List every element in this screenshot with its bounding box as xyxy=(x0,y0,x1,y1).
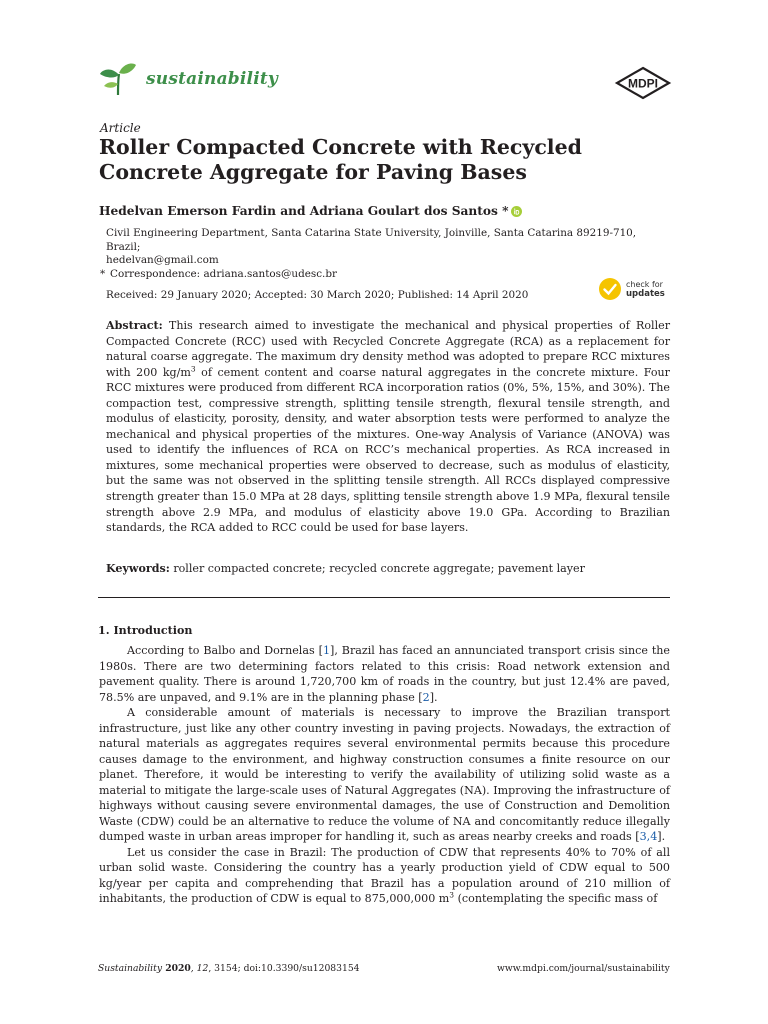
footer-doi: , 3154; doi:10.3390/su12083154 xyxy=(208,963,360,974)
footer-year: 2020 xyxy=(162,963,191,974)
keywords-label: Keywords: xyxy=(106,562,170,575)
text: ]. xyxy=(429,690,438,704)
section-heading: 1. Introduction xyxy=(98,624,193,637)
authors-text: Hedelvan Emerson Fardin and Adriana Goulart dos Santos * xyxy=(99,204,509,218)
keywords-text: roller compacted concrete; recycled concrete aggregate; pavement layer xyxy=(169,562,585,575)
check-line2: updates xyxy=(626,288,665,299)
correspondence xyxy=(100,267,666,282)
footer-url[interactable]: www.mdpi.com/journal/sustainability xyxy=(497,963,670,974)
check-for-updates-text xyxy=(626,280,665,299)
citation-separator: , xyxy=(646,830,651,843)
paragraph xyxy=(99,643,670,705)
abstract-text-1: This research aimed to investigate the mechanical and physical properties of Roller Compacted Concrete (RCC) used with Recycled Concrete Aggregate (RCA) as a replacement for natural coarse aggregate. The maximum dry density method was adopted to prepare RCC mixtures with 200 kg/m xyxy=(106,319,670,379)
corr-mark: * xyxy=(100,267,106,280)
abstract-sup: 3 xyxy=(190,363,196,373)
text: ], Brazil has faced an annunciated transport crisis since the 1980s. There are two determining factors related to this crisis: Road network extension and pavement quality. There is around 1,720,700 km of roads in the country, but just 12.4% are paved, 78.5% are unpaved, and 9.1% are in the planning phase [ xyxy=(99,644,670,704)
orcid-icon[interactable] xyxy=(511,206,522,217)
journal-logo xyxy=(98,62,278,96)
text: Let us consider the case in Brazil: The production of CDW that represents 40% to 70% of all urban solid waste. Considering the country has a yearly production yield of CDW equal to 500 kg/year per capita and comprehending that Brazil has a population around of 210 million of inhabitants, the production of CDW is equal to 875,000,000 m xyxy=(99,845,670,905)
citation-link[interactable]: 1 xyxy=(322,644,330,657)
text: A considerable amount of materials is necessary to improve the Brazilian transport infrastructure, just like any other country investing in paving projects. Nowadays, the extraction of natural materials as aggregates requires several environmental permits because this procedure causes damage to the environment, and highway construction consumes a finite resource on our planet. Therefore, it would be interesting to verify the availability of utilizing solid waste as a material to mitigate the large-scale uses of Natural Aggregates (NA). Improving the infrastructure of highways without causing severe environmental damages, the use of Construction and Demolition Waste (CDW) could be an alternative to reduce the volume of NA and concomitantly reduce illegally dumped waste in urban areas improper for handling it, such as areas nearby creeks and roads [ xyxy=(99,706,670,843)
paper-title: Roller Compacted Concrete with Recycled Concrete Aggregate for Paving Bases xyxy=(99,135,582,184)
affiliation-line: Civil Engineering Department, Santa Catarina State University, Joinville, Santa Catarina 89219-710, Brazil; xyxy=(106,227,637,253)
citation-link[interactable]: 3 xyxy=(639,830,647,843)
journal-name: sustainability xyxy=(146,69,278,89)
author-list xyxy=(99,204,522,218)
sprout-logo-icon xyxy=(98,62,138,96)
article-type: Article xyxy=(100,121,141,135)
check-for-updates-badge[interactable] xyxy=(598,277,665,301)
publication-dates: Received: 29 January 2020; Accepted: 30 March 2020; Published: 14 April 2020 xyxy=(106,289,529,301)
citation-link[interactable]: 4 xyxy=(650,830,658,843)
check-for-updates-icon xyxy=(598,277,622,301)
abstract-label: Abstract: xyxy=(106,319,163,332)
affiliations xyxy=(100,227,666,281)
introduction-body xyxy=(99,643,670,907)
paragraph xyxy=(99,705,670,845)
text: (contemplating the specific mass of xyxy=(454,892,658,905)
mdpi-logo-text: MDPI xyxy=(628,76,658,91)
paragraph xyxy=(99,845,670,907)
author-email[interactable]: hedelvan@gmail.com xyxy=(106,254,219,266)
correspondence-text: Correspondence: adriana.santos@udesc.br xyxy=(110,267,337,280)
citation-link[interactable]: 2 xyxy=(422,690,430,704)
footer-journal: Sustainability xyxy=(98,963,163,974)
mdpi-logo-icon xyxy=(614,66,672,100)
abstract-text-2: of cement content and coarse natural aggregates in the concrete mixture. Four RCC mixtures were produced from different RCA incorporation ratios (0%, 5%, 15%, and 30%). The compaction test, compressive strength, splitting tensile strength, flexural tensile strength, and modulus of elasticity, porosity, density, and water absorption tests were performed to analyze the mechanical and physical properties of the mixtures. One-way Analysis of Variance (ANOVA) was used to identify the influences of RCA on RCC’s mechanical properties. As RCA increased in mixtures, some mechanical properties were observed to decrease, such as modulus of elasticity, but the same was not observed in the splitting tensile strength. All RCCs displayed compressive strength greater than 15.0 MPa at 28 days, splitting tensile strength above 1.9 MPa, flexural tensile strength above 2.9 MPa, and modulus of elasticity above 19.0 GPa. According to Brazilian standards, the RCA added to RCC could be used for base layers. xyxy=(106,365,670,535)
footer-volume: , 12 xyxy=(190,963,209,974)
text: ]. xyxy=(657,830,666,843)
keywords xyxy=(106,562,670,575)
mdpi-logo xyxy=(614,66,672,100)
superscript: 3 xyxy=(449,890,455,900)
check-line1: check for xyxy=(626,279,663,289)
footer-citation xyxy=(98,963,360,974)
divider xyxy=(98,597,670,598)
abstract xyxy=(106,318,670,536)
text: According to Balbo and Dornelas [ xyxy=(127,644,323,657)
